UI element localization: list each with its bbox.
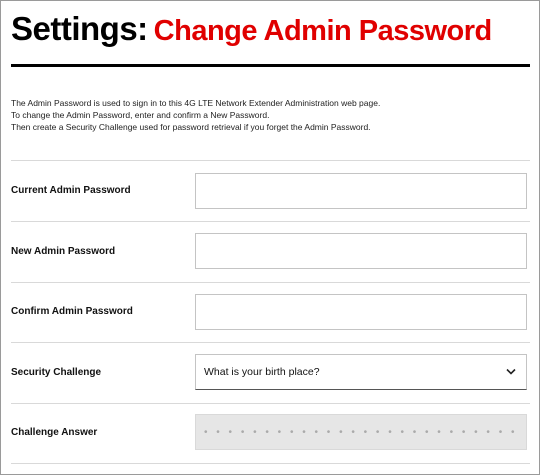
- page-title: [11, 9, 492, 56]
- description-line: Then create a Security Challenge used for password retrieval if you forget the Admin Password.: [11, 122, 371, 132]
- description-line: To change the Admin Password, enter and confirm a New Password.: [11, 110, 270, 120]
- page-title-main: Change Admin Password: [153, 15, 492, 47]
- divider: [11, 282, 530, 283]
- confirm-password-label: Confirm Admin Password: [11, 306, 133, 317]
- divider: [11, 342, 530, 343]
- new-password-input[interactable]: [195, 233, 527, 269]
- page-title-prefix: Settings:: [11, 10, 148, 47]
- security-challenge-value: What is your birth place?: [204, 366, 320, 378]
- divider: [11, 463, 530, 464]
- divider: [11, 403, 530, 404]
- challenge-answer-label: Challenge Answer: [11, 427, 98, 438]
- challenge-answer-input: [195, 414, 527, 450]
- security-challenge-select[interactable]: [195, 354, 527, 390]
- new-password-label: New Admin Password: [11, 246, 116, 257]
- page-description: [11, 97, 531, 133]
- divider: [11, 221, 530, 222]
- current-password-label: Current Admin Password: [11, 185, 131, 196]
- divider: [11, 160, 530, 161]
- current-password-input[interactable]: [195, 173, 527, 209]
- title-rule: [11, 64, 530, 67]
- description-line: The Admin Password is used to sign in to this 4G LTE Network Extender Administration web page.: [11, 98, 381, 108]
- security-challenge-label: Security Challenge: [11, 367, 102, 378]
- chevron-down-icon: [506, 368, 516, 376]
- confirm-password-input[interactable]: [195, 294, 527, 330]
